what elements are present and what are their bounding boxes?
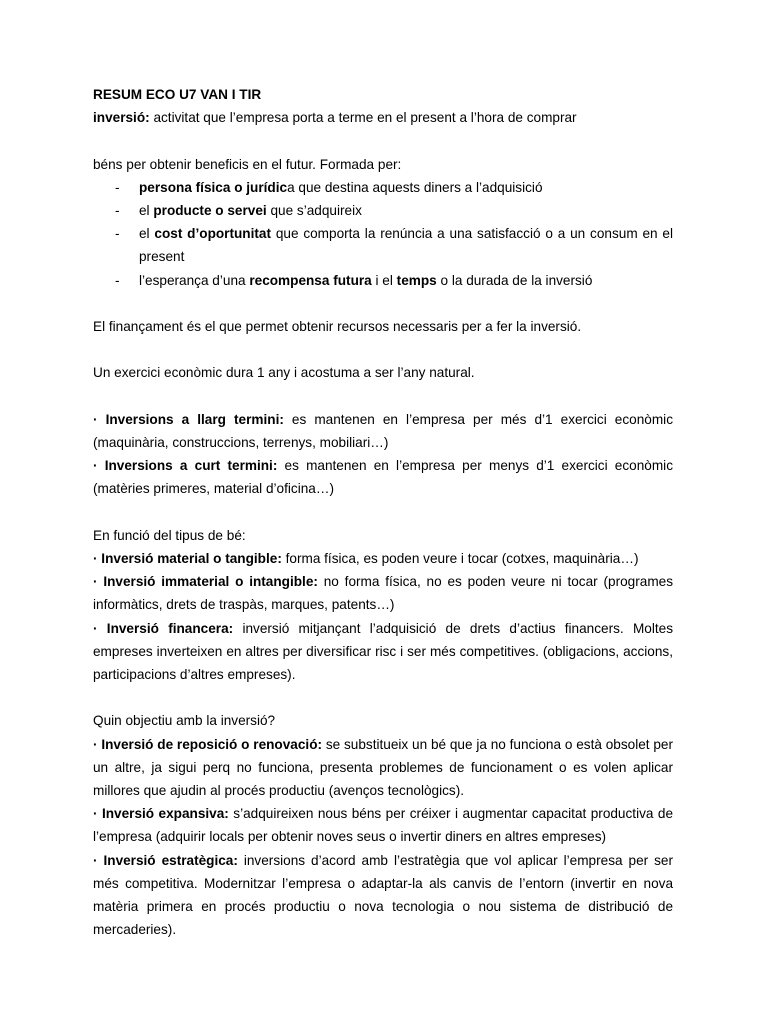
list-item: - el cost d’oportunitat que comporta la renúncia a una satisfacció o a un consum en el present — [93, 222, 673, 268]
dash-marker: - — [115, 272, 120, 288]
spacer — [93, 129, 673, 152]
spacer — [93, 385, 673, 408]
spacer — [93, 292, 673, 315]
objectiu-item: · Inversió estratègica: inversions d’acord amb l’estratègia que vol aplicar l’empresa per ser més competitiva. Modernitzar l’empresa o adaptar-la als canvis de l’entorn (invertir en nova matèria primera en procés productiu o nova tecnologia o nou sistema de distribució de mercaderies). — [93, 852, 673, 938]
objectiu-item: · Inversió expansiva: s’adquireixen nous béns per créixer i augmentar capacitat productiva de l’empresa (adquirir locals per obtenir noves seus o invertir diners en altres empreses) — [93, 806, 674, 845]
document-title: RESUM ECO U7 VAN I TIR — [93, 87, 262, 102]
tipus-heading: En funció del tipus de bé: — [93, 527, 246, 543]
objectiu-item: · Inversió de reposició o renovació: se substitueix un bé que ja no funciona o està obsolet per un altre, ja sigui perq no funciona, presenta problemes de funcionament o es volen aplicar millores que ajudin al procés productiu (avenços tecnològics). — [93, 736, 673, 798]
dash-marker: - — [115, 226, 120, 242]
inversio-term: inversió: — [93, 110, 150, 126]
spacer — [93, 501, 673, 524]
list-item: - el producte o servei que s’adquireix — [93, 199, 673, 222]
tipus-item: · Inversió material o tangible: forma física, es poden veure i tocar (cotxes, maquinària…) — [93, 550, 639, 566]
inversio-definition-cont: béns per obtenir beneficis en el futur. Formada per: — [93, 156, 402, 172]
termini-item: · Inversions a curt termini: es mantenen en l’empresa per menys d’1 exercici econòmic (matèries primeres, material d’oficina…) — [93, 458, 673, 497]
dash-marker: - — [115, 179, 120, 195]
document-page — [93, 83, 673, 941]
spacer — [93, 686, 673, 709]
objectiu-heading: Quin objectiu amb la inversió? — [93, 713, 276, 729]
financament-paragraph: El finançament és el que permet obtenir recursos necessaris per a fer la inversió. — [93, 319, 582, 334]
tipus-item: · Inversió financera: inversió mitjançant l’adquisició de drets d’actius financers. Moltes empreses inverteixen en altres per diversificar risc i ser més competitives. (obligacions, accions, participacions d’altres empreses). — [93, 620, 673, 682]
list-item: - l’esperança d’una recompensa futura i el temps o la durada de la inversió — [93, 269, 673, 292]
tipus-item: · Inversió immaterial o intangible: no forma física, no es poden veure ni tocar (programes informàtics, drets de traspàs, marques, patents…) — [93, 574, 673, 613]
dash-marker: - — [115, 203, 120, 218]
inversio-definition: inversió: activitat que l’empresa porta a terme en el present a l’hora de comprar — [93, 110, 577, 126]
components-list — [93, 176, 673, 292]
list-item: - persona física o jurídica que destina aquests diners a l’adquisició — [93, 176, 673, 199]
spacer — [93, 338, 673, 361]
termini-item: · Inversions a llarg termini: es mantenen en l’empresa per més d’1 exercici econòmic (maquinària, construccions, terrenys, mobiliari…) — [93, 411, 673, 450]
exercici-paragraph: Un exercici econòmic dura 1 any i acostuma a ser l’any natural. — [93, 365, 475, 381]
